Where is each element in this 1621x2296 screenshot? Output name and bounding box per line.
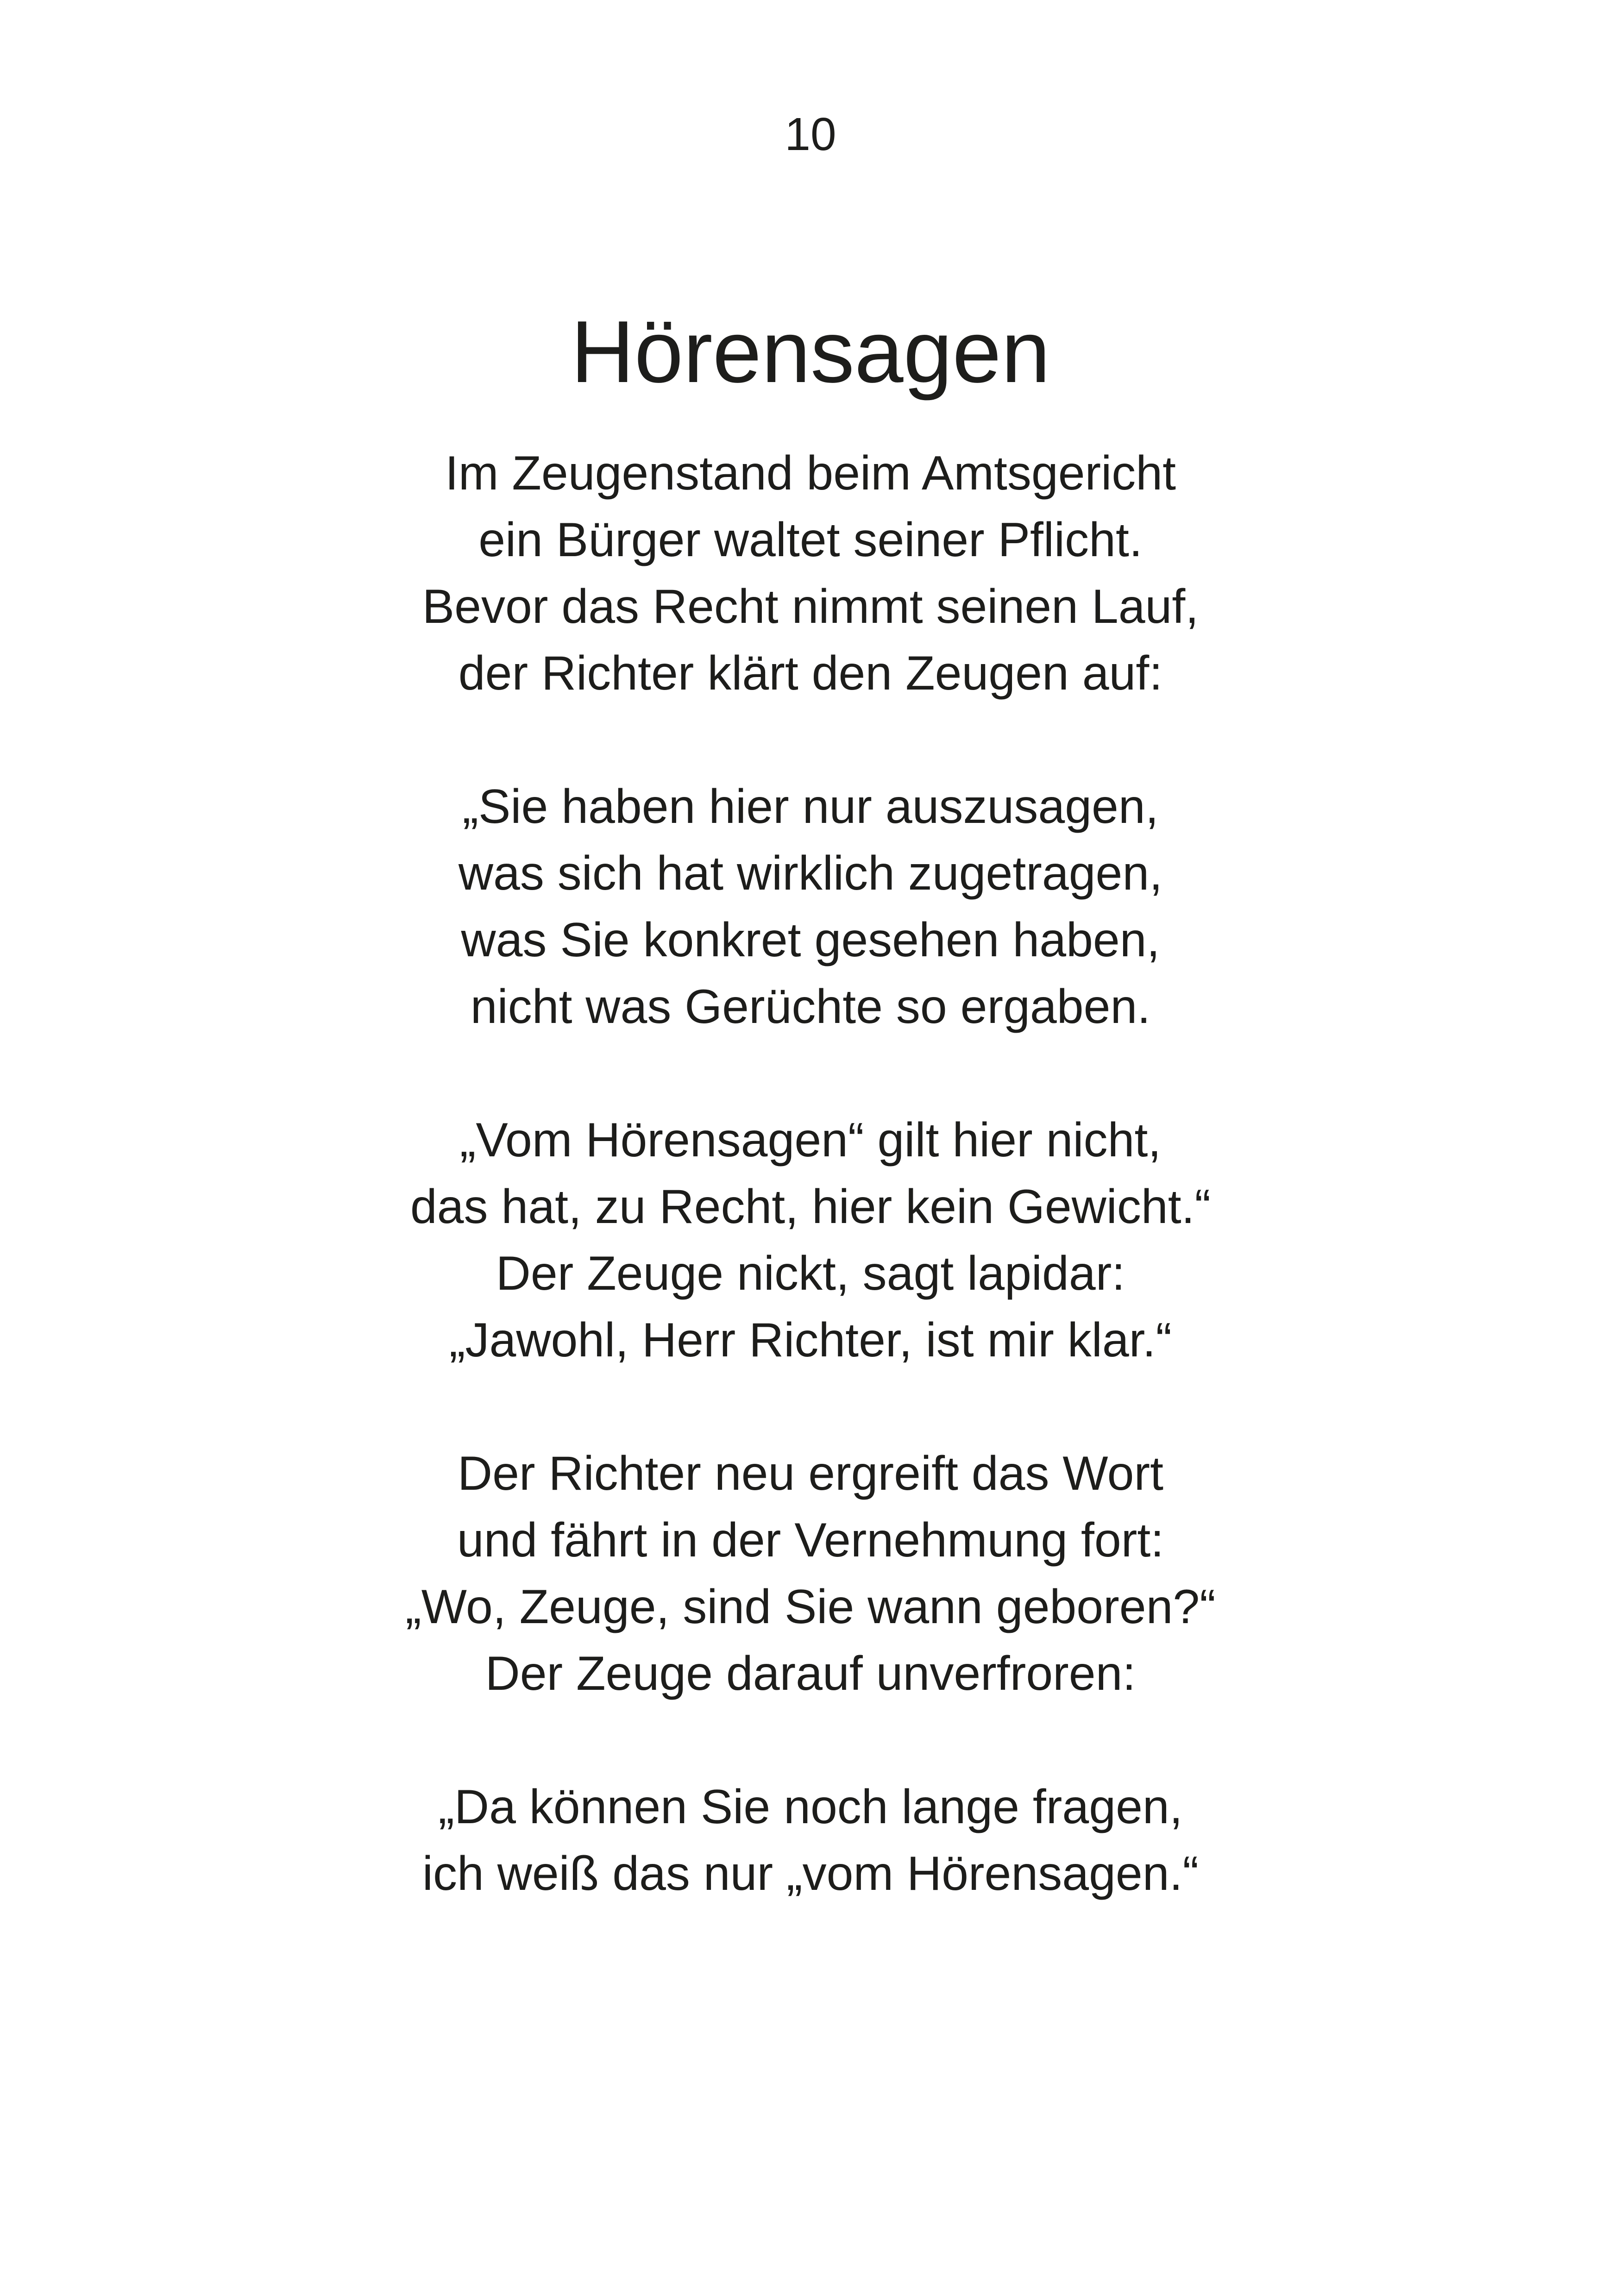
poem-line: „Wo, Zeuge, sind Sie wann geboren?“: [405, 1580, 1216, 1634]
poem-line: nicht was Gerüchte so ergaben.: [470, 980, 1151, 1034]
poem-line: was sich hat wirklich zugetragen,: [458, 847, 1163, 900]
poem-line: „Da können Sie noch lange fragen,: [438, 1780, 1183, 1834]
poem-line: und fährt in der Vernehmung fort:: [457, 1513, 1164, 1567]
poem-line: „Vom Hörensagen“ gilt hier nicht,: [459, 1113, 1162, 1167]
poem-line: der Richter klärt den Zeugen auf:: [458, 646, 1163, 700]
poem-line: Der Zeuge darauf unverfroren:: [485, 1647, 1136, 1700]
poem-line: Der Richter neu ergreift das Wort: [458, 1447, 1163, 1500]
stanza-1: [0, 440, 1621, 707]
poem-line: „Jawohl, Herr Richter, ist mir klar.“: [449, 1313, 1172, 1367]
poem-line: Im Zeugenstand beim Amtsgericht: [445, 446, 1176, 500]
stanza-2: [0, 773, 1621, 1040]
stanza-5: [0, 1774, 1621, 1907]
poem-body: [0, 440, 1621, 1974]
poem-line: ich weiß das nur „vom Hörensagen.“: [422, 1847, 1199, 1901]
poem-line: Der Zeuge nickt, sagt lapidar:: [496, 1247, 1125, 1300]
poem-title: Hörensagen: [571, 303, 1050, 401]
stanza-3: [0, 1107, 1621, 1374]
poem-line: „Sie haben hier nur auszusagen,: [462, 780, 1159, 834]
page-number: 10: [785, 108, 836, 160]
poem-line: was Sie konkret gesehen haben,: [461, 913, 1160, 967]
stanza-4: [0, 1440, 1621, 1707]
poem-line: Bevor das Recht nimmt seinen Lauf,: [422, 580, 1199, 634]
poem-line: ein Bürger waltet seiner Pflicht.: [478, 513, 1143, 567]
poem-line: das hat, zu Recht, hier kein Gewicht.“: [410, 1180, 1211, 1234]
